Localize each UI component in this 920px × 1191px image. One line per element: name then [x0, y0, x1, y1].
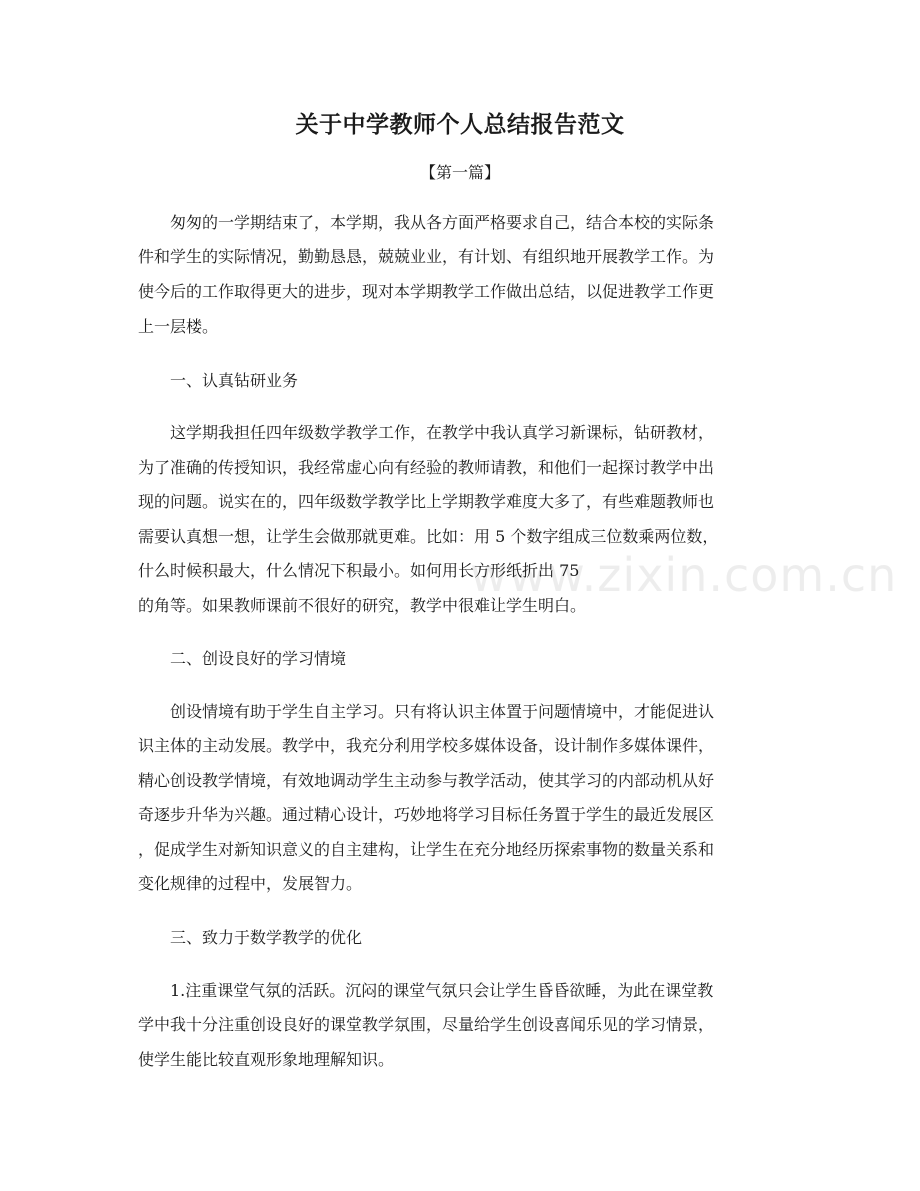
document-title: 关于中学教师个人总结报告范文	[295, 111, 625, 138]
section-heading: 三、致力于数学教学的优化	[138, 928, 363, 947]
section-heading: 一、认真钻研业务	[138, 371, 299, 390]
paragraph-line: 精心创设教学情境，有效地调动学生主动参与教学活动，使其学习的内部动机从好	[138, 771, 715, 790]
section-label: 【第一篇】	[419, 163, 500, 182]
paragraph-line: 件和学生的实际情况，勤勤恳恳，兢兢业业，有计划、有组织地开展教学工作。为	[138, 247, 715, 266]
paragraph-line: 使学生能比较直观形象地理解知识。	[138, 1050, 395, 1069]
paragraph-line: 识主体的主动发展。教学中，我充分利用学校多媒体设备，设计制作多媒体课件，	[138, 736, 715, 755]
paragraph-line: 为了准确的传授知识，我经常虚心向有经验的教师请教，和他们一起探讨教学中出	[138, 458, 715, 477]
paragraph-line: 需要认真想一想，让学生会做那就更难。比如：用 5 个数字组成三位数乘两位数，	[138, 527, 719, 546]
paragraph-line: 什么时候积最大，什么情况下积最小。如何用长方形纸折出 75	[138, 561, 580, 580]
paragraph-line: 奇逐步升华为兴趣。通过精心设计，巧妙地将学习目标任务置于学生的最近发展区	[138, 805, 715, 824]
paragraph-line: 创设情境有助于学生自主学习。只有将认识主体置于问题情境中，才能促进认	[138, 702, 715, 721]
paragraph-line: 上一层楼。	[138, 317, 219, 336]
paragraph-line: 1.注重课堂气氛的活跃。沉闷的课堂气氛只会让学生昏昏欲睡，为此在课堂教	[138, 981, 714, 1000]
section-heading: 二、创设良好的学习情境	[138, 649, 347, 668]
paragraph-line: 的角等。如果教师课前不很好的研究，教学中很难让学生明白。	[138, 596, 587, 615]
paragraph-line: 使今后的工作取得更大的进步，现对本学期教学工作做出总结，以促进教学工作更	[138, 282, 715, 301]
paragraph-line: 现的问题。说实在的，四年级数学教学比上学期教学难度大多了，有些难题教师也	[138, 492, 715, 511]
paragraph-line: 这学期我担任四年级数学教学工作，在教学中我认真学习新课标，钻研教材，	[138, 423, 715, 442]
paragraph-line: 变化规律的过程中，发展智力。	[138, 874, 363, 893]
paragraph-line: 匆匆的一学期结束了，本学期，我从各方面严格要求自己，结合本校的实际条	[138, 213, 715, 232]
paragraph-line: 学中我十分注重创设良好的课堂教学氛围，尽量给学生创设喜闻乐见的学习情景，	[138, 1015, 715, 1034]
paragraph-line: ，促成学生对新知识意义的自主建构，让学生在充分地经历探索事物的数量关系和	[138, 840, 715, 859]
watermark: www.zixin.com.cn	[470, 548, 898, 602]
